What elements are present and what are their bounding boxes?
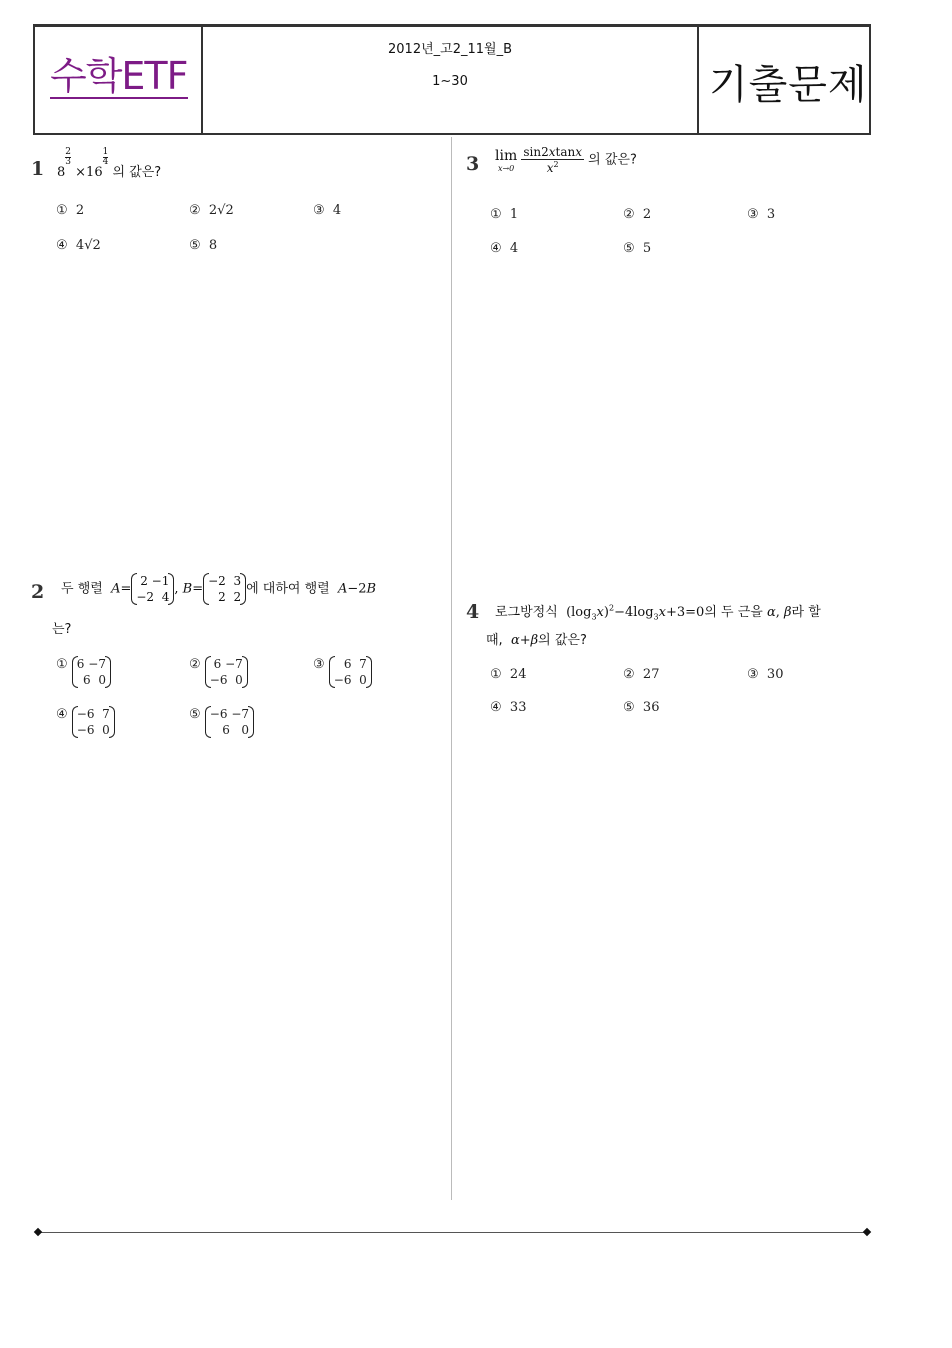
question-4-line2: 때, α+β의 값은? bbox=[486, 633, 587, 648]
q4-option-3[interactable]: ③ 30 bbox=[747, 667, 784, 682]
question-3-number: 3 bbox=[466, 153, 480, 175]
question-4-line2-suffix: 의 값은? bbox=[538, 633, 587, 648]
q3-option-3[interactable]: ③ 3 bbox=[747, 207, 776, 222]
question-2-mid: 에 대하여 행렬 bbox=[246, 581, 330, 597]
question-2-prefix: 두 행렬 bbox=[61, 581, 103, 597]
q1-option-1[interactable]: ① 2 bbox=[56, 203, 85, 218]
question-range: 1~30 bbox=[432, 74, 468, 89]
q4-option-4[interactable]: ④ 33 bbox=[490, 700, 527, 715]
q2-option-3[interactable]: ③ 6 7 −6 0 bbox=[313, 656, 372, 688]
title-cell bbox=[699, 27, 869, 133]
logo-cell bbox=[35, 27, 203, 133]
q2-option-1[interactable]: ① 6 −7 6 0 bbox=[56, 656, 111, 688]
question-4-line2-prefix: 때, bbox=[486, 633, 503, 648]
question-2-suffix: 는? bbox=[52, 622, 72, 637]
q4-option-2[interactable]: ② 27 bbox=[623, 667, 660, 682]
question-4-number: 4 bbox=[466, 601, 480, 623]
q2-option-2[interactable]: ② 6 −7 −6 0 bbox=[189, 656, 248, 688]
question-4-prefix: 로그방정식 bbox=[495, 605, 558, 620]
question-4-mid2: 라 할 bbox=[791, 605, 821, 620]
q2-option-4[interactable]: ④ −6 7 −6 0 bbox=[56, 706, 115, 738]
matrix-b: −2 3 2 2 bbox=[203, 573, 246, 605]
q3-option-1[interactable]: ① 1 bbox=[490, 207, 519, 222]
q2-option-5[interactable]: ⑤ −6 −7 6 0 bbox=[189, 706, 254, 738]
question-4-stem: 로그방정식 $(\log_3x)^2-4\log_3x+3=0$의 두 근을 α, β라 할 bbox=[495, 603, 821, 622]
header-box bbox=[33, 24, 871, 135]
exam-title: 2012년_고2_11월_B bbox=[388, 42, 512, 57]
question-1-suffix: 의 값은? bbox=[112, 165, 162, 180]
column-divider bbox=[451, 137, 452, 1200]
question-2-number: 2 bbox=[31, 581, 45, 603]
exam-info-cell bbox=[203, 27, 699, 133]
question-2-stem: 두 행렬 A= 2 −1 −2 4 , B= −2 3 2 2 에 대하여 행렬 A−2B bbox=[61, 574, 377, 604]
footer-rule bbox=[38, 1232, 868, 1233]
q4-option-1[interactable]: ① 24 bbox=[490, 667, 527, 682]
q4-option-5[interactable]: ⑤ 36 bbox=[623, 700, 660, 715]
page-title: 기출문제 bbox=[709, 62, 868, 108]
matrix-a: 2 −1 −2 4 bbox=[131, 573, 174, 605]
question-3-suffix: 의 값은? bbox=[588, 152, 637, 168]
question-4-mid: 의 두 근을 bbox=[704, 605, 763, 620]
question-1-stem: 8 $\frac{2}{3}$ ×16 $\frac{1}{4}$ 의 값은? bbox=[57, 147, 162, 180]
question-1-number: 1 bbox=[31, 158, 45, 180]
footer-diamond-left bbox=[34, 1228, 42, 1236]
q1-option-3[interactable]: ③ 4 bbox=[313, 203, 342, 218]
logo: 수학ETF bbox=[50, 54, 188, 98]
q3-option-5[interactable]: ⑤ 5 bbox=[623, 241, 652, 256]
q1-option-4[interactable]: ④ 4√2 bbox=[56, 238, 101, 253]
footer-diamond-right bbox=[863, 1228, 871, 1236]
q1-option-5[interactable]: ⑤ 8 bbox=[189, 238, 218, 253]
q3-option-2[interactable]: ② 2 bbox=[623, 207, 652, 222]
q1-option-2[interactable]: ② 2√2 bbox=[189, 203, 234, 218]
q3-option-4[interactable]: ④ 4 bbox=[490, 241, 519, 256]
question-3-stem: lim x→0 $\frac{\sin 2xtanx}{x^2}$ 의 값은? bbox=[495, 145, 637, 175]
